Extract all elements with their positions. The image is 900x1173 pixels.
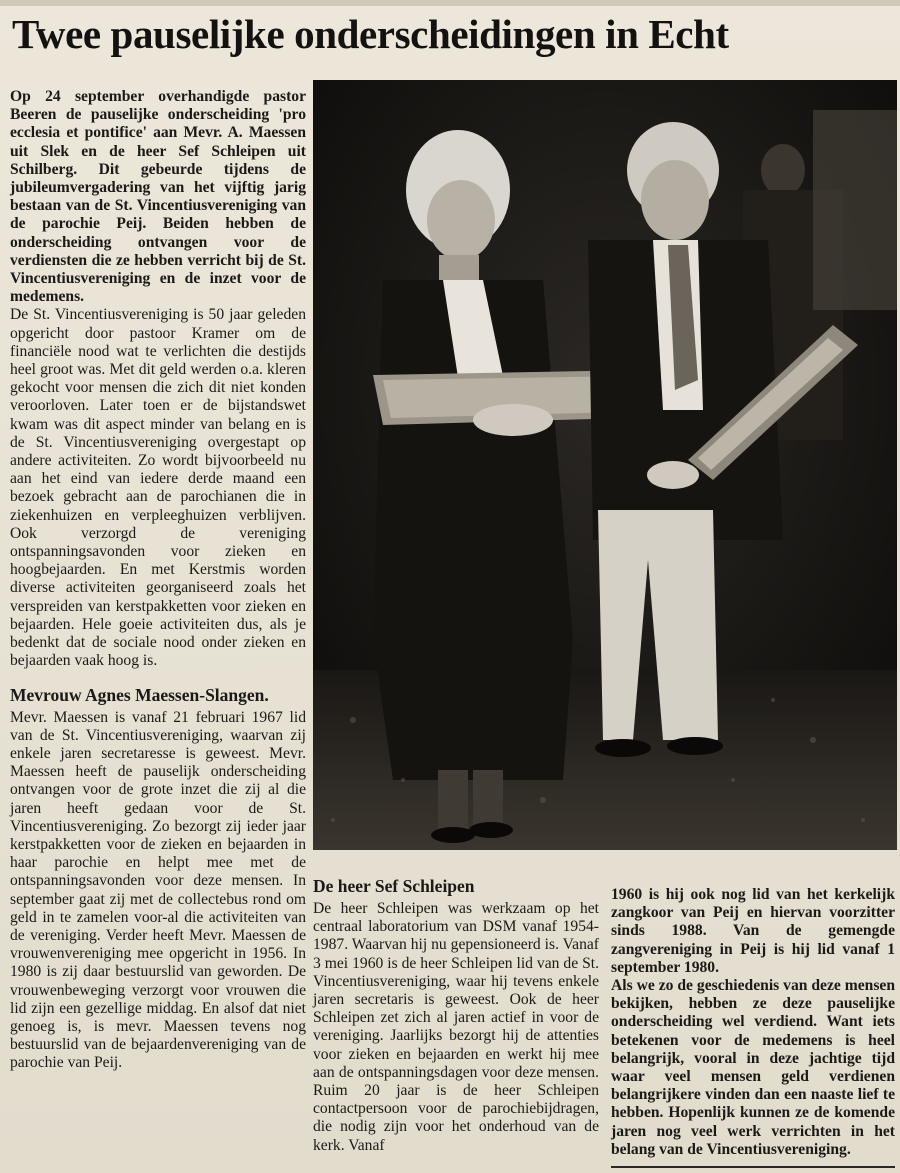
section-heading-maessen: Mevrouw Agnes Maessen-Slangen. [10, 684, 269, 705]
left-column [10, 88, 306, 1073]
right-column [611, 886, 895, 1159]
award-photo [313, 80, 897, 850]
photo-illustration [313, 80, 897, 850]
intro-paragraph: De St. Vincentiusvereniging is 50 jaar geleden opgericht door pastoor Kramer om de financiële nood wat te verlichten die destijds heel groot was. Met dit geld werden o.a. kleren gekocht voor mensen die zich dit niet konden veroorloven. Later toen er de bijstandswet kwam was dit aspect minder van belang en is de St. Vincentiusvereniging overgestapt op andere activiteiten. Zo wordt bijvoorbeeld nu aan het eind van iedere derde maand een bezoek gebracht aan de parochianen die in ziekenhuizen en verpleeghuizen verblijven. Ook verzorgd de vereniging ontspanningsavonden voor zieken en hoogbejaarden. En met Kerstmis worden diverse activiteiten georganiseerd zoals het verspreiden van kerstpakketten voor zieken en bejaarden. Hele goeie activiteiten dus, als je bedenkt dat de sociale nood onder zieken en bejaarden vaak hoog is. [10, 306, 306, 670]
top-edge [0, 0, 900, 6]
right-paragraph-2: Als we zo de geschiedenis van deze mensen bekijken, hebben ze deze pauselijke onderscheiding wel verdiend. Want iets betekenen voor de medemens is heel belangrijk, vooral in deze jachtige tijd waar veel mensen geld verdienen belangrijkere vinden dan een naaste lief te hebben. Hopenlijk kunnen ze de komende jaren nog veel werk verrichten in het belang van de Vincentiusvereniging. [611, 977, 895, 1158]
right-paragraph-1: 1960 is hij ook nog lid van het kerkelijk zangkoor van Peij en hiervan voorzitter sinds 1988. Van de gemengde zangvereniging in Peij is hij lid vanaf 1 september 1980. [611, 886, 895, 976]
article-headline: Twee pauselijke onderscheidingen in Echt [12, 11, 729, 57]
section-heading-schleipen: De heer Sef Schleipen [313, 876, 475, 896]
lead-paragraph: Op 24 september overhandigde pastor Beeren de pauselijke onderscheiding 'pro ecclesia et pontifice' aan Mevr. A. Maessen uit Slek en de heer Sef Schleipen uit Schilberg. Dit gebeurde tijdens de jubileumvergadering van het vijftig jarig bestaan van de St. Vincentiusvereniging van de parochie Peij. Beiden hebben de onderscheiding ontvangen voor de verdiensten die ze hebben verricht bij de St. Vincentiusvereniging en de inzet voor de medemens. [10, 88, 306, 306]
bottom-rule [611, 1166, 895, 1168]
section-body-maessen: Mevr. Maessen is vanaf 21 februari 1967 lid van de St. Vincentiusvereniging, waarvan zij enkele jaren secretaresse is geweest. Mevr. Maessen heeft de pauselijk onderscheiding ontvangen voor de grote inzet die zij al die jaren heeft gedaan voor de St. Vincentiusvereniging. Zo bezorgt zij ieder jaar kerstpakketten voor de zieken en bejaarden in haar parochie en helpt mee met de ontspanningsavonden voor deze mensen. In september gaat zij met de collectebus rond om geld in te zamelen voor-al die activiteiten van de vereniging. Verder heeft Mevr. Maessen de vrouwenvereniging mee opgericht in 1956. In 1980 is zij daar bestuurslid van geworden. De vrouwenbeweging verzorgt voor vrouwen die lid zijn een gezellige middag. En alsof dat niet genoeg is, is mevr. Maessen tevens nog bestuurslid van de bejaardenvereniging van de parochie van Peij. [10, 708, 306, 1072]
middle-column [313, 876, 599, 1155]
section-body-schleipen: De heer Schleipen was werkzaam op het centraal laboratorium van DSM vanaf 1954-1987. Waarvan hij nu gepensioneerd is. Vanaf 3 mei 1960 is de heer Schleipen lid van de St. Vincentiusvereniging, waar hij tevens enkele jaren secretaris is geweest. Ook de heer Schleipen zet zich al jaren actief in voor de vereniging. Jaarlijks bezorgt hij de attenties voor zieken en bejaarden en werkt hij mee aan de ontspanningsdagen voor deze mensen. Ruim 20 jaar is de heer Schleipen contactpersoon voor de parochiebijdragen, die nodig zijn voor het onderhoud van de kerk. Vanaf [313, 900, 599, 1154]
